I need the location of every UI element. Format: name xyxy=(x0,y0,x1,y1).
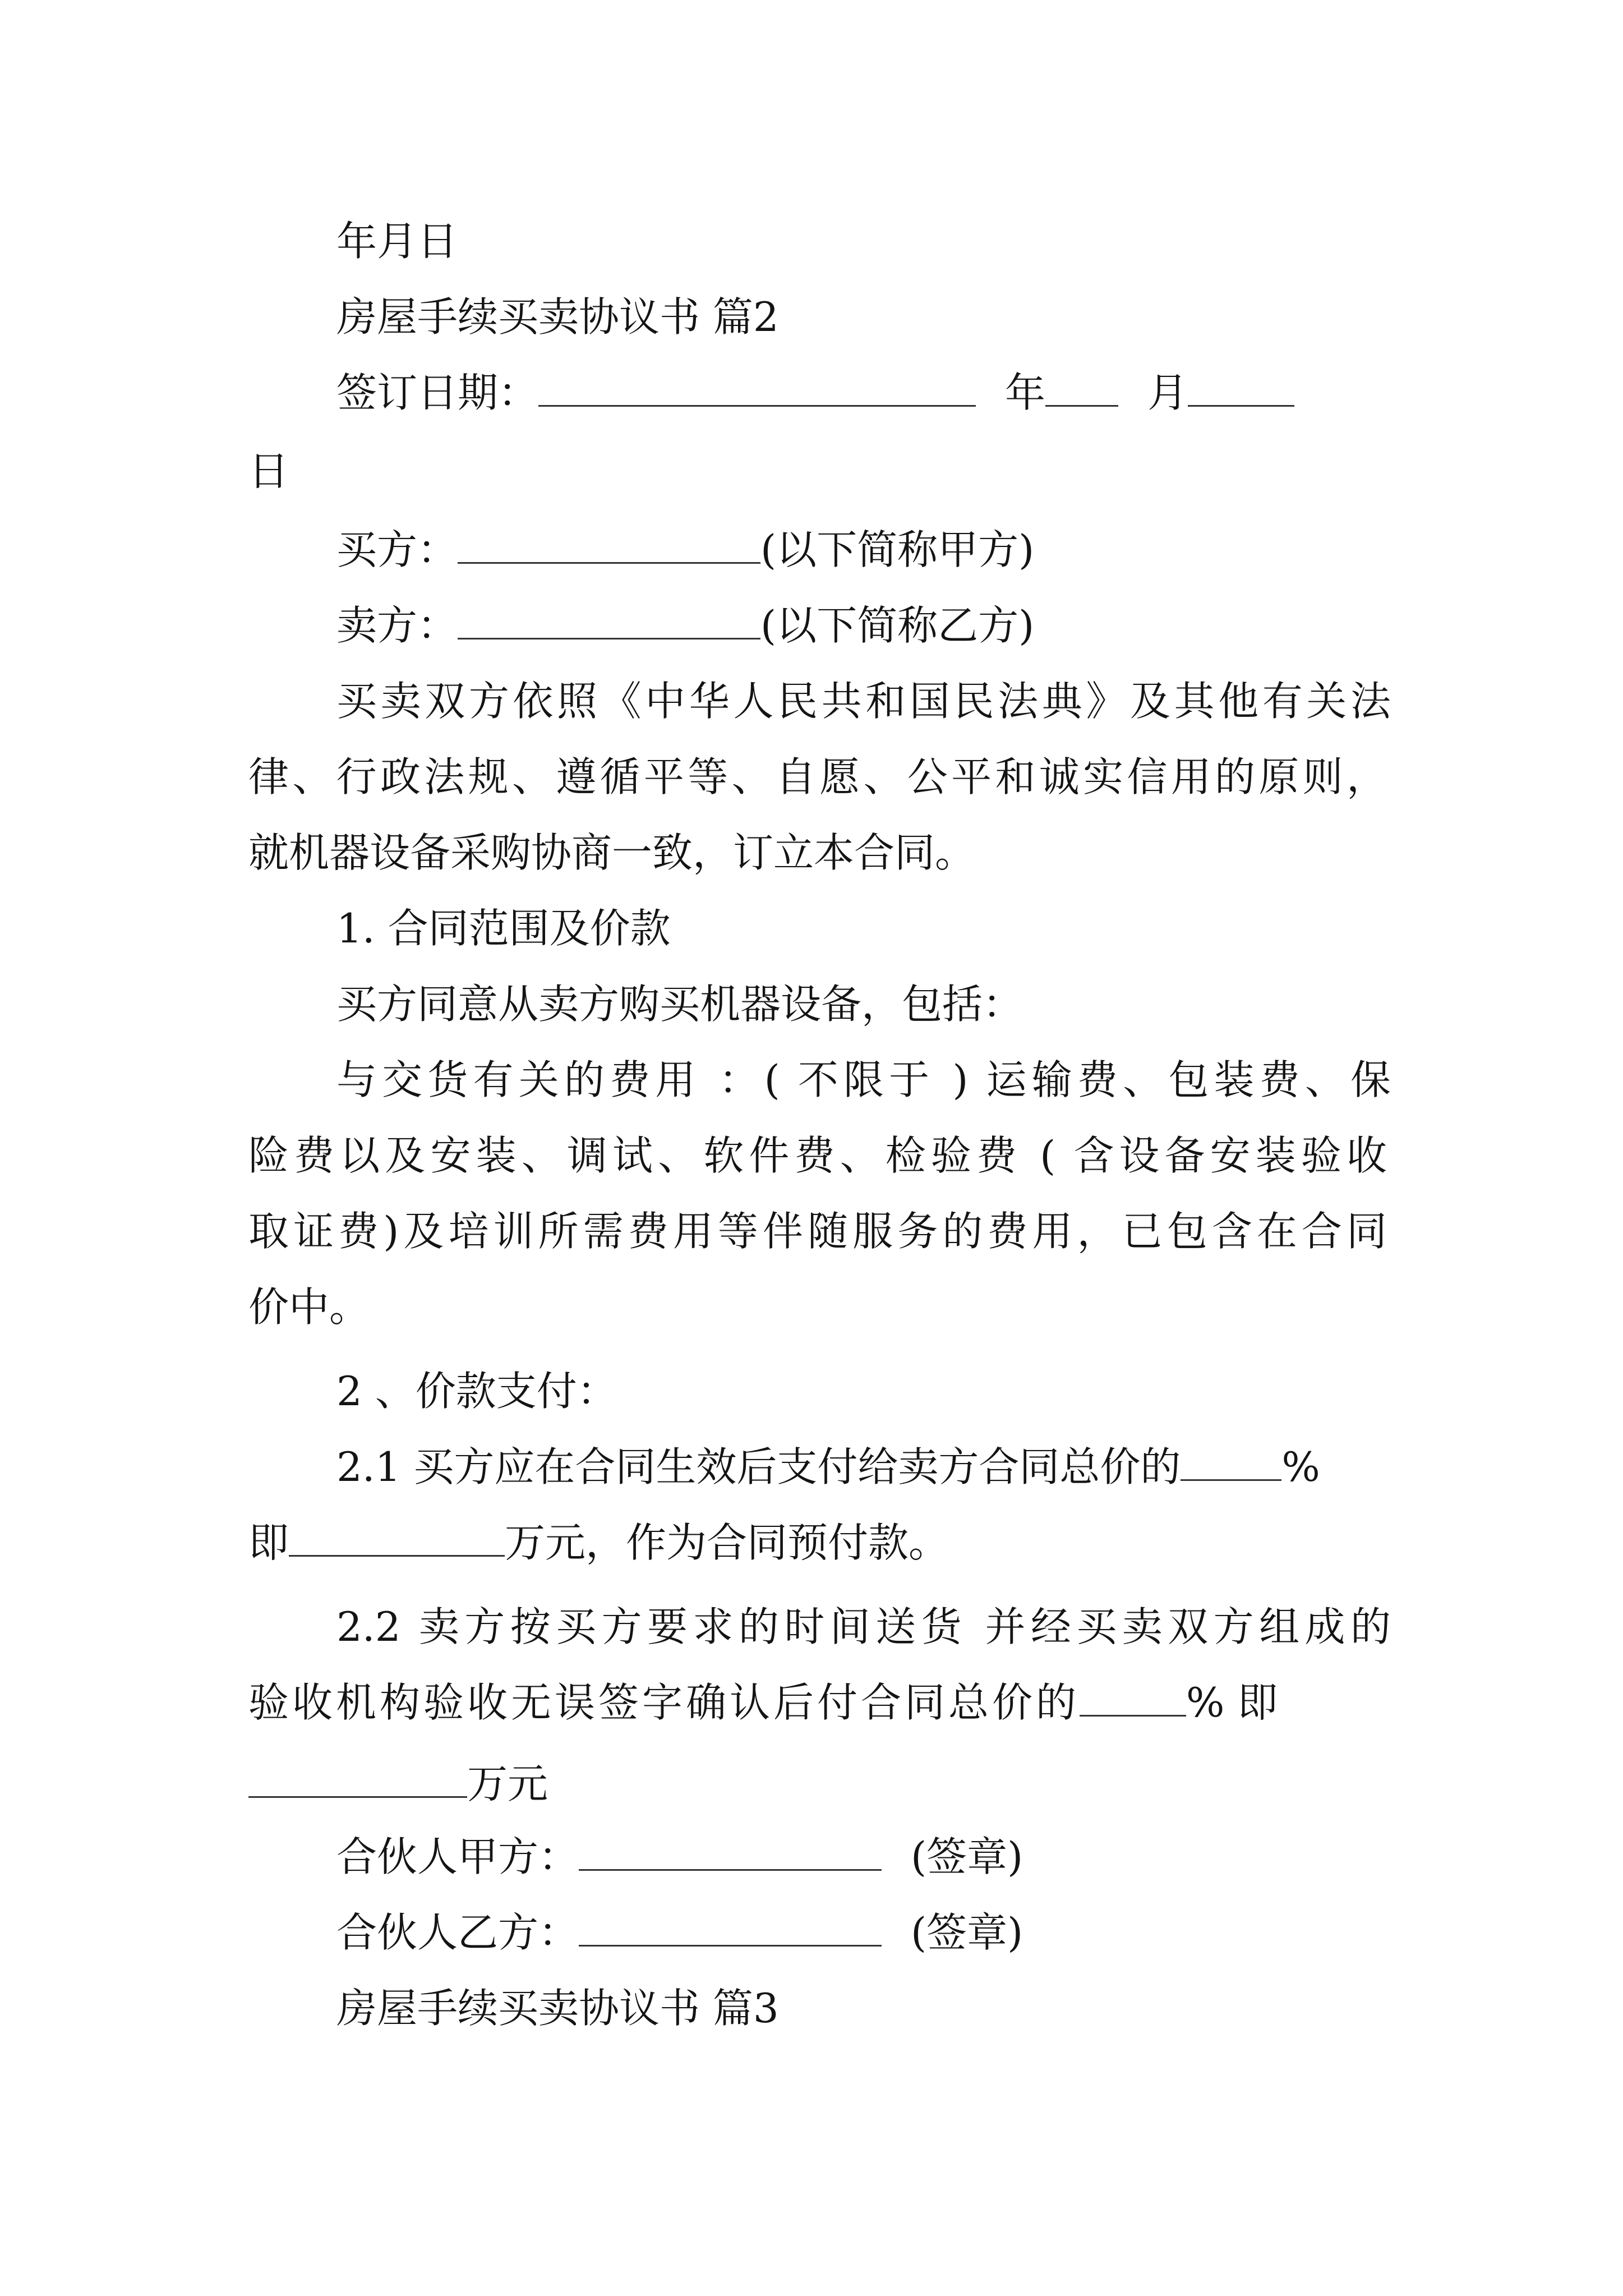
seller-line xyxy=(336,597,1391,654)
date-line xyxy=(336,213,1391,269)
paragraph-text: 买方同意从卖方购买机器设备，包括： xyxy=(336,981,1023,1028)
seller-note: (以下简称乙方) xyxy=(760,602,1035,649)
partner-a-blank xyxy=(579,1829,882,1871)
paragraph-text: 险费以及安装、调试、软件费、检验费 ( 含设备安装验收 xyxy=(248,1132,1387,1179)
amount-blank xyxy=(248,1756,467,1798)
month-label: 月 xyxy=(1147,369,1188,416)
paragraph-text: 2.1 买方应在合同生效后支付给卖方合同总价的 xyxy=(336,1443,1181,1490)
paragraph-text: 买卖双方依照《中华人民共和国民法典》及其他有关法 xyxy=(336,678,1391,725)
percent-blank xyxy=(1181,1439,1281,1481)
paragraph-text: 验收机构验收无误签字确认后付合同总价的 xyxy=(248,1679,1080,1726)
day-blank xyxy=(1188,365,1294,407)
paragraph-text: 就机器设备采购协商一致，订立本合同。 xyxy=(248,829,976,876)
paragraph-1-line-1 xyxy=(336,673,1391,729)
paragraph-text: 取证费)及培训所需费用等伴随服务的费用，已包含在合同 xyxy=(248,1208,1387,1255)
clause-1-heading xyxy=(336,900,1391,956)
signing-day-line xyxy=(248,443,1387,499)
paragraph-text: 价中。 xyxy=(248,1283,370,1331)
section-heading-text: 房屋手续买卖协议书 篇3 xyxy=(336,1985,779,2032)
partner-b-label: 合伙人乙方： xyxy=(336,1909,579,1956)
paragraph-text: 万元 xyxy=(467,1760,548,1807)
paragraph-text: % 即 xyxy=(1186,1679,1278,1726)
signing-date-blank xyxy=(538,365,976,407)
paragraph-1-line-2 xyxy=(248,749,1387,805)
seller-label: 卖方： xyxy=(336,602,458,649)
paragraph-text: 2.2 卖方按买方要求的时间送货 并经买卖双方组成的 xyxy=(336,1603,1391,1650)
section-heading-2 xyxy=(336,289,1391,345)
percent-blank xyxy=(1080,1674,1186,1717)
buyer-blank xyxy=(458,522,760,564)
seller-blank xyxy=(458,597,760,639)
date-text: 年月日 xyxy=(336,218,458,265)
clause-2-2-line-3 xyxy=(248,1756,1387,1812)
percent-sign: % xyxy=(1281,1443,1320,1490)
seal-label: (签章) xyxy=(911,1833,1023,1880)
paragraph-2-line-1 xyxy=(336,1052,1391,1108)
clause-2-1-line-2 xyxy=(248,1515,1387,1571)
section-heading-text: 房屋手续买卖协议书 篇2 xyxy=(336,293,779,341)
section-heading-3 xyxy=(336,1980,1391,2036)
day-label: 日 xyxy=(248,448,289,495)
paragraph-text: 即 xyxy=(248,1519,289,1566)
clause-heading-text: 2 、价款支付： xyxy=(336,1368,617,1415)
paragraph-text: 律、行政法规、遵循平等、自愿、公平和诚实信用的原则， xyxy=(248,753,1387,800)
clause-2-2-line-1 xyxy=(336,1599,1391,1655)
buyer-line xyxy=(336,522,1391,578)
buyer-label: 买方： xyxy=(336,526,458,573)
clause-2-2-line-2 xyxy=(248,1674,1387,1731)
paragraph-text: 与交货有关的费用 ：( 不限于 ) 运输费、包装费、保 xyxy=(336,1056,1391,1103)
partner-a-label: 合伙人甲方： xyxy=(336,1833,579,1880)
clause-2-heading xyxy=(336,1363,1391,1419)
paragraph-2-line-3 xyxy=(248,1203,1387,1259)
clause-heading-text: 1. 合同范围及价款 xyxy=(336,905,671,952)
amount-blank xyxy=(289,1515,505,1557)
buyer-note: (以下简称甲方) xyxy=(760,526,1035,573)
paragraph-2-line-4 xyxy=(248,1279,1387,1335)
month-blank xyxy=(1045,365,1118,407)
signing-date-label: 签订日期： xyxy=(336,369,539,416)
paragraph-text: 万元，作为合同预付款。 xyxy=(505,1519,949,1566)
seal-label: (签章) xyxy=(911,1909,1023,1956)
clause-2-1-line-1 xyxy=(336,1439,1391,1495)
signing-date-line xyxy=(336,365,1391,421)
clause-1-intro xyxy=(336,976,1391,1032)
paragraph-2-line-2 xyxy=(248,1128,1387,1184)
partner-b-blank xyxy=(579,1904,882,1947)
partner-b-signature-line xyxy=(336,1904,1391,1961)
partner-a-signature-line xyxy=(336,1829,1391,1885)
paragraph-1-line-3 xyxy=(248,825,1387,881)
year-label: 年 xyxy=(1005,369,1046,416)
